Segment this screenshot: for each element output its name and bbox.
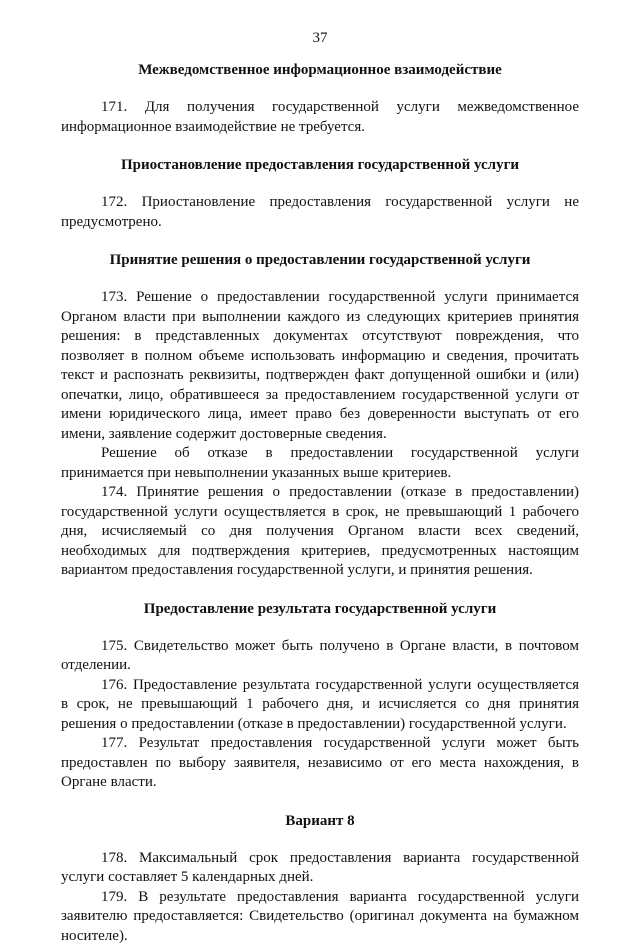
paragraph-179: 179. В результате предоставления варианта государственной услуги заявителю предоставляется: Свидетельство (оригинал документа на бумажном носителе). bbox=[61, 888, 579, 946]
paragraph-173: 173. Решение о предоставлении государственной услуги принимается Органом власти при выполнении каждого из следующих критериев принятия решения: в представленных документах отсутствуют повреждения, что позволяет в полном объеме использовать информацию и сведения, прочитать текст и распознать реквизиты, подтвержден факт допущенной ошибки и (или) опечатки, лицо, обратившееся за предоставлением государственной услуги от имени юридического лица, имеет право без доверенности выступать от его имени, заявление содержит достоверные сведения. bbox=[61, 288, 579, 444]
section-result bbox=[61, 599, 579, 793]
section-heading: Предоставление результата государственной услуги bbox=[61, 599, 579, 619]
section-heading: Вариант 8 bbox=[61, 811, 579, 831]
section-heading: Приостановление предоставления государственной услуги bbox=[61, 155, 579, 175]
section-variant-8 bbox=[61, 811, 579, 946]
paragraph-171: 171. Для получения государственной услуги межведомственное информационное взаимодействие не требуется. bbox=[61, 98, 579, 137]
paragraph-172: 172. Приостановление предоставления государственной услуги не предусмотрено. bbox=[61, 193, 579, 232]
section-decision bbox=[61, 250, 579, 581]
paragraph-177: 177. Результат предоставления государственной услуги может быть предоставлен по выбору заявителя, независимо от его места нахождения, в Органе власти. bbox=[61, 734, 579, 793]
paragraph-175: 175. Свидетельство может быть получено в Органе власти, в почтовом отделении. bbox=[61, 637, 579, 676]
paragraph-176: 176. Предоставление результата государственной услуги осуществляется в срок, не превышающий 1 рабочего дня, и исчисляется со дня принятия решения о предоставлении (отказе в предоставлении) государственной услуги. bbox=[61, 676, 579, 735]
paragraph-refusal: Решение об отказе в предоставлении государственной услуги принимается при невыполнении указанных выше критериев. bbox=[61, 444, 579, 483]
paragraph-178: 178. Максимальный срок предоставления варианта государственной услуги составляет 5 календарных дней. bbox=[61, 849, 579, 888]
section-suspension bbox=[61, 155, 579, 232]
page-number: 37 bbox=[0, 30, 640, 47]
section-heading: Принятие решения о предоставлении государственной услуги bbox=[61, 250, 579, 270]
section-heading: Межведомственное информационное взаимодействие bbox=[61, 60, 579, 80]
paragraph-174: 174. Принятие решения о предоставлении (отказе в предоставлении) государственной услуги осуществляется в срок, не превышающий 1 рабочего дня, исчисляемый со дня получения Органом власти всех сведений, необходимых для подтверждения критериев, предусмотренных настоящим вариантом предоставления государственной услуги, и принятия решения. bbox=[61, 483, 579, 581]
document-body bbox=[61, 60, 579, 946]
section-interagency-interaction bbox=[61, 60, 579, 137]
